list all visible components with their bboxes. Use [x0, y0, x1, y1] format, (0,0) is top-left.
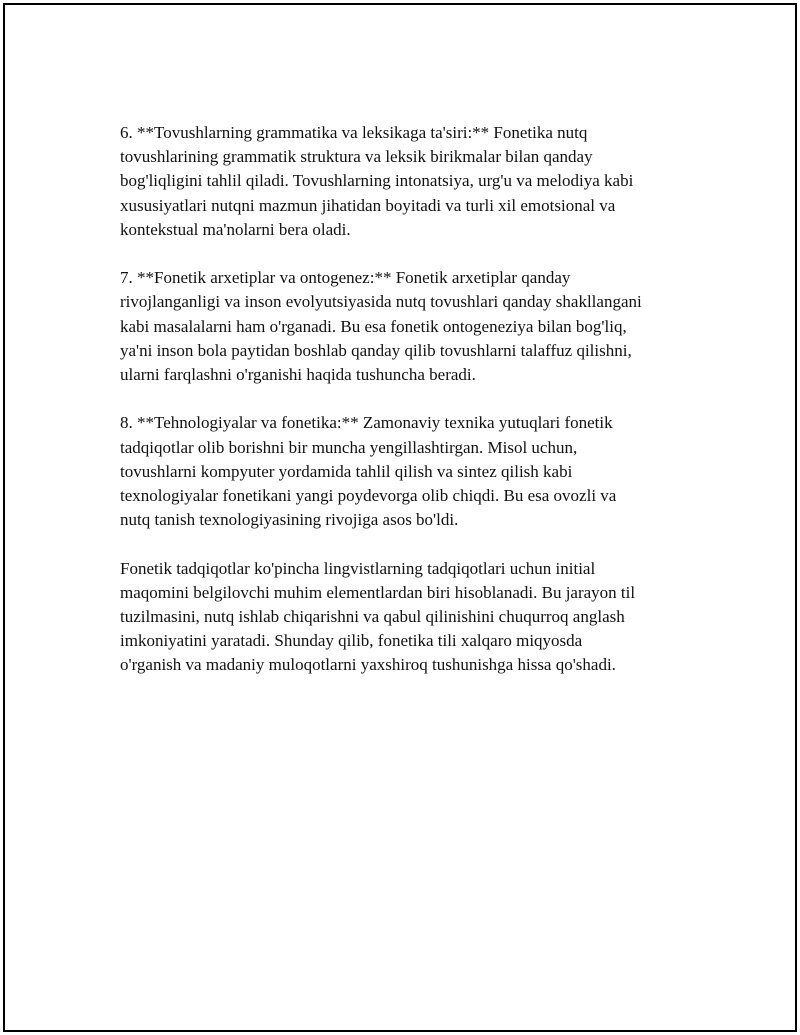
text-line: xususiyatlari nutqni mazmun jihatidan boyitadi va turli xil emotsional va: [120, 195, 616, 215]
text-line: nutq tanish texnologiyasining rivojiga asos bo'ldi.: [120, 510, 459, 530]
paragraph-conclusion: [120, 557, 700, 678]
text-line: ularni farqlashni o'rganishi haqida tushuncha beradi.: [120, 365, 476, 385]
text-line: tovushlarni kompyuter yordamida tahlil qilish va sintez qilish kabi: [120, 461, 573, 481]
text-line: tovushlarining grammatik struktura va leksik birikmalar bilan qanday: [120, 147, 593, 167]
text-line: tuzilmasini, nutq ishlab chiqarishni va qabul qilinishini chuqurroq anglash: [120, 607, 625, 627]
text-line: ya'ni inson bola paytidan boshlab qanday qilib tovushlarni talaffuz qilishni,: [120, 340, 632, 360]
paragraph-8-technologies: [120, 411, 700, 532]
text-line: 8. **Tehnologiyalar va fonetika:** Zamonaviy texnika yutuqlari fonetik: [120, 413, 613, 433]
text-line: o'rganish va madaniy muloqotlarni yaxshiroq tushunishga hissa qo'shadi.: [120, 655, 616, 675]
text-line: 7. **Fonetik arxetiplar va ontogenez:** Fonetik arxetiplar qanday: [120, 268, 571, 288]
text-line: kabi masalalarni ham o'rganadi. Bu esa fonetik ontogeneziya bilan bog'liq,: [120, 316, 627, 336]
text-line: Fonetik tadqiqotlar ko'pincha lingvistlarning tadqiqotlari uchun initial: [120, 558, 596, 578]
text-line: kontekstual ma'nolarni bera oladi.: [120, 219, 351, 239]
text-line: rivojlanganligi va inson evolyutsiyasida nutq tovushlari qanday shakllangani: [120, 292, 642, 312]
text-line: texnologiyalar fonetikani yangi poydevorga olib chiqdi. Bu esa ovozli va: [120, 486, 617, 506]
paragraph-7-archetypes-ontogenesis: [120, 266, 700, 387]
text-line: imkoniyatini yaratadi. Shunday qilib, fonetika tili xalqaro miqyosda: [120, 631, 583, 651]
document-page: [3, 3, 797, 1032]
paragraph-6-grammar-lexicon: [120, 121, 700, 242]
text-line: 6. **Tovushlarning grammatika va leksikaga ta'siri:** Fonetika nutq: [120, 123, 588, 142]
document-body: [120, 121, 700, 702]
text-line: bog'liqligini tahlil qiladi. Tovushlarning intonatsiya, urg'u va melodiya kabi: [120, 171, 634, 191]
text-line: maqomini belgilovchi muhim elementlardan biri hisoblanadi. Bu jarayon til: [120, 582, 636, 602]
text-line: tadqiqotlar olib borishni bir muncha yengillashtirgan. Misol uchun,: [120, 437, 578, 457]
